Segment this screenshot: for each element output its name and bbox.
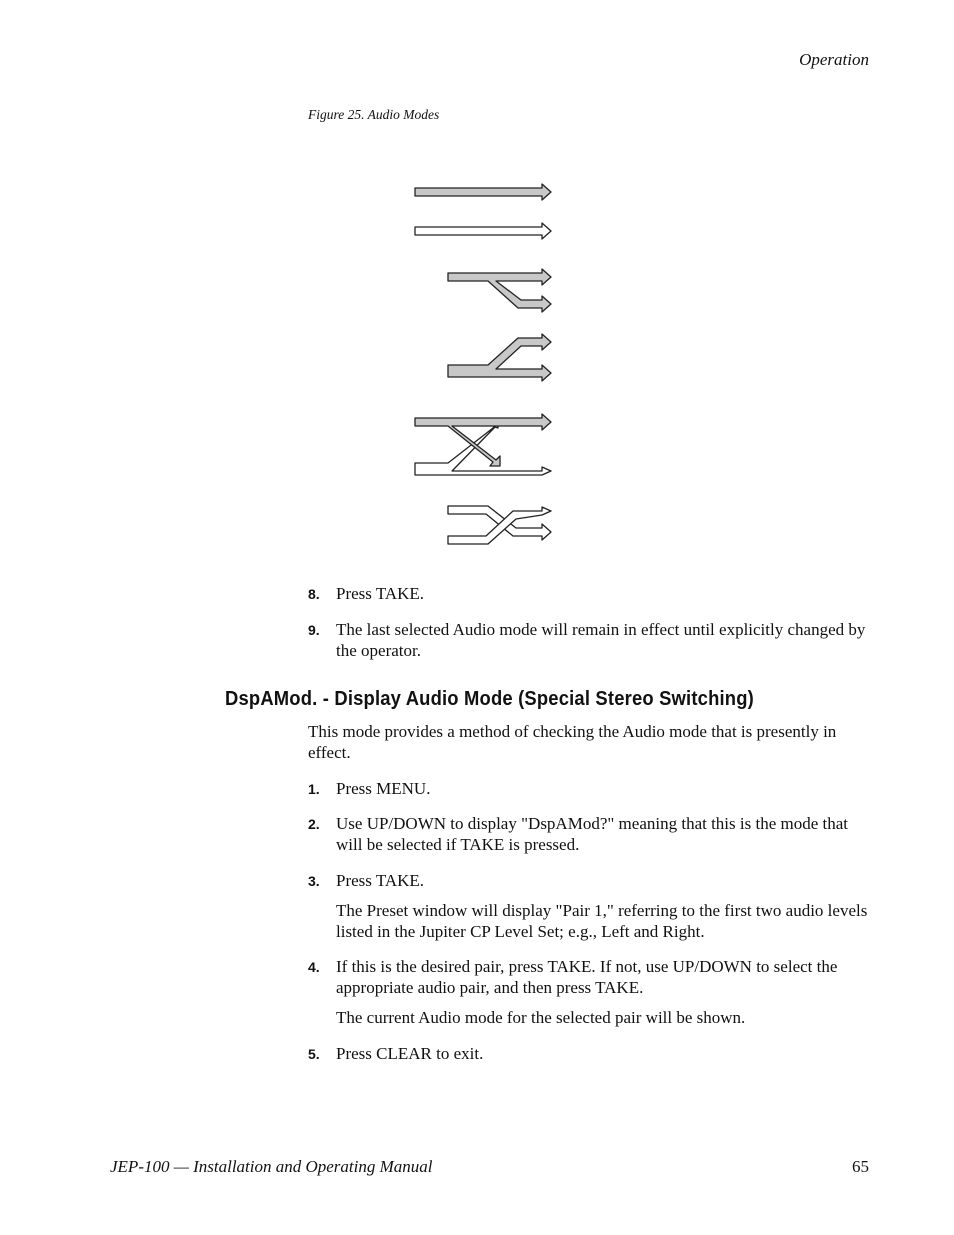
- step-text: Press TAKE.: [336, 871, 425, 890]
- mode-left-both-arrow: [448, 269, 551, 312]
- step-3: [308, 870, 868, 891]
- step-text: The last selected Audio mode will remain in effect until explicitly changed by the operator.: [336, 620, 866, 660]
- step-3-note: The Preset window will display "Pair 1," referring to the first two audio levels listed in the Jupiter CP Level Set; e.g., Left and Right.: [336, 901, 868, 941]
- section-heading: DspAMod. - Display Audio Mode (Special Stereo Switching): [225, 688, 754, 710]
- running-header: Operation: [799, 50, 869, 69]
- figure-caption: Figure 25. Audio Modes: [308, 107, 440, 122]
- audio-modes-figure: [408, 178, 558, 548]
- step-4-note: The current Audio mode for the selected pair will be shown.: [336, 1008, 746, 1027]
- step-text: Press CLEAR to exit.: [336, 1044, 484, 1063]
- step-text: Use UP/DOWN to display "DspAMod?" meaning that this is the mode that will be selected if TAKE is pressed.: [336, 814, 849, 854]
- step-2: [308, 813, 868, 855]
- step-5: [308, 1043, 868, 1064]
- step-number: 8.: [308, 586, 320, 602]
- step-text: If this is the desired pair, press TAKE. If not, use UP/DOWN to select the appropriate audio pair, and then press TAKE.: [336, 957, 838, 997]
- step-number: 2.: [308, 816, 320, 832]
- mode-stereo-right-arrow: [415, 223, 551, 239]
- footer-manual-title: JEP-100 — Installation and Operating Manual: [110, 1157, 433, 1176]
- step-text: Press TAKE.: [336, 584, 425, 603]
- step-1: [308, 778, 868, 799]
- step-4: [308, 956, 868, 998]
- step-number: 1.: [308, 781, 320, 797]
- step-number: 5.: [308, 1046, 320, 1062]
- mode-stereo-left-arrow: [415, 184, 551, 200]
- page-number: 65: [852, 1157, 869, 1176]
- mode-right-both-arrow: [448, 334, 551, 381]
- step-8: [308, 583, 868, 604]
- step-9: [308, 619, 868, 661]
- step-text: Press MENU.: [336, 779, 431, 798]
- section-intro: This mode provides a method of checking the Audio mode that is presently in effect.: [308, 722, 837, 762]
- step-number: 3.: [308, 873, 320, 889]
- step-number: 4.: [308, 959, 320, 975]
- step-number: 9.: [308, 622, 320, 638]
